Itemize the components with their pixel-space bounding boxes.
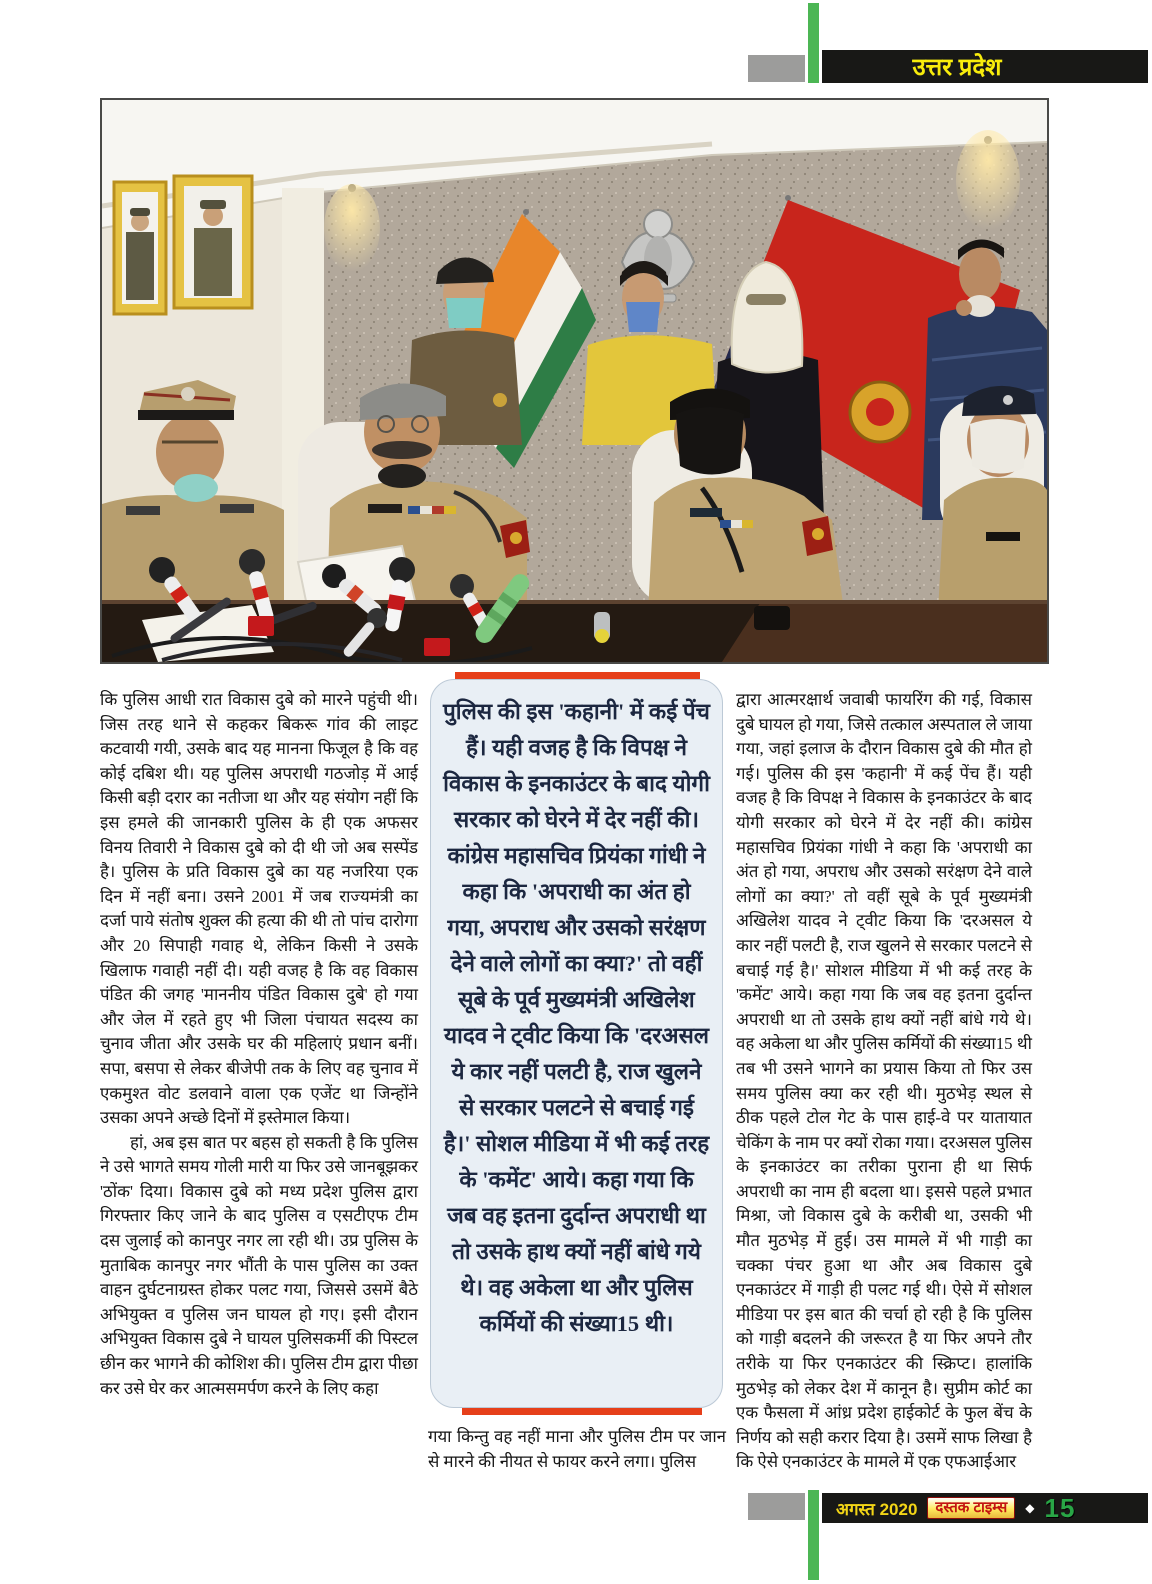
section-title: उत्तर प्रदेश: [912, 54, 1002, 81]
article-left-column: [100, 688, 418, 1482]
pullquote-box: [430, 679, 723, 1408]
page-number: 15: [1044, 1492, 1076, 1523]
pullquote-top-rule: [455, 672, 700, 679]
pullquote-text: पुलिस की इस 'कहानी' में कई पेंच हैं। यही वजह है कि विपक्ष ने विकास के इनकाउंटर के बाद योगी सरकार को घेरने में देर नहीं की। कांग्रेस महासचिव प्रियंका गांधी ने कहा कि 'अपराधी का अंत हो गया, अपराध और उसको सरंक्षण देने वाले लोगों का क्या?' तो वहीं सूबे के पूर्व मुख्यमंत्री अखिलेश यादव ने ट्वीट किया कि 'दरअसल ये कार नहीं पलटी है, राज खुलने से सरकार पलटने से बचाई गई है।' सोशल मीडिया में भी कई तरह के 'कमेंट' आये। कहा गया कि जब वह इतना दुर्दान्त अपराधी था तो उसके हाथ क्यों नहीं बांधे गये थे। वह अकेला था और पुलिस कर्मियों की संख्या15 थी।: [443, 699, 710, 1336]
left-paragraph-1: कि पुलिस आधी रात विकास दुबे को मारने पहुंची थी। जिस तरह थाने से कहकर बिकरू गांव की लाइट कटवायी गयी, उसके बाद यह मानना फिजूल है कि वह कोई दबिश थी। यह पुलिस अपराधी गठजोड़ में आई किसी बड़ी दरार का नतीजा था और यह संयोग नहीं कि इस हमले की जानकारी पुलिस के ही एक अफसर विनय तिवारी ने विकास दुबे को दी थी जो अब सस्पेंड है। पुलिस के प्रति विकास दुबे का यह नजरिया एक दिन में नहीं बना। उसने 2001 में जब राज्यमंत्री का दर्जा पाये संतोष शुक्ल की हत्या की थी तो पांच दारोगा और 20 सिपाही गवाह थे, लेकिन किसी ने उसके खिलाफ गवाही नहीं दी। यही वजह है कि वह विकास पंडित की जगह 'माननीय पंडित विकास दुबे' हो गया और जेल में रहते हुए भी जिला पंचायत सदस्य का चुनाव जीता और उसके घर की महिलाएं प्रधान बनीं। सपा, बसपा से लेकर बीजेपी तक के लिए वह चुनाव में एकमुश्त वोट डलवाने वाला एक एजेंट था जिन्होंने उसका अपने अच्छे दिनों में इस्तेमाल किया।: [100, 690, 418, 1128]
right-paragraph-1: द्वारा आत्मरक्षार्थ जवाबी फायरिंग की गई, विकास दुबे घायल हो गया, जिसे तत्काल अस्पताल ले जाया गया, जहां इलाज के दौरान विकास दुबे की मौत हो गई। पुलिस की इस 'कहानी' में कई पेंच हैं। यही वजह है कि विपक्ष ने विकास के इनकाउंटर के बाद योगी सरकार को घेरने में देर नहीं की। कांग्रेस महासचिव प्रियंका गांधी ने कहा कि 'अपराधी का अंत हो गया, अपराध और उसको सरंक्षण देने वाले लोगों का क्या?' तो वहीं सूबे के पूर्व मुख्यमंत्री अखिलेश यादव ने ट्वीट किया कि 'दरअसल ये कार नहीं पलटी है, राज खुलने से सरकार पलटने से बचाई गई है।' सोशल मीडिया में भी कई तरह के 'कमेंट' आये। कहा गया कि जब वह इतना दुर्दान्त अपराधी था तो उसके हाथ क्यों नहीं बांधे गये थे। वह अकेला था और पुलिस कर्मियों की संख्या15 थी तब भी उसने भागने का प्रयास किया तो फिर उस समय पुलिस क्या कर रही थी। मुठभेड़ स्थल से ठीक पहले टोल गेट के पास हाई-वे पर यातायात चेकिंग के नाम पर क्यों रोका गया। दरअसल पुलिस के इनकाउंटर का तरीका पुराना ही था सिर्फ अपराधी का नाम ही बदला था। इससे पहले प्रभात मिश्रा, जो विकास दुबे के करीबी था, उसकी भी मौत मुठभेड़ में हुई। उस मामले में भी गाड़ी का चक्का पंचर हुआ था और अब विकास दुबे एनकाउंटर में गाड़ी ही पलट गई थी। ऐसे में सोशल मीडिया पर इस बात की चर्चा हो रही है कि पुलिस को गाड़ी बदलने की जरूरत है या फिर अपने तौर तरीके या फिर एनकाउंटर की स्क्रिप्ट। हालांकि मुठभेड़ को लेकर देश में कानून है। सुप्रीम कोर्ट का एक फैसला में आंध्र प्रदेश हाईकोर्ट के फुल बेंच के निर्णय को सही करार दिया है। उसमें साफ लिखा है कि ऐसे एनकाउंटर के मामले में एक एफआईआर: [736, 690, 1032, 1472]
diamond-icon: ◆: [1025, 1501, 1035, 1515]
photo-illustration: [102, 100, 1047, 662]
wall-portrait-2: [174, 176, 252, 308]
header-section-bar: [822, 50, 1148, 83]
footer-bar: [822, 1493, 1148, 1523]
header-gray-block: [748, 55, 805, 82]
footer-gray-block: [748, 1493, 805, 1520]
pullquote-bottom-rule: [462, 1408, 702, 1415]
middle-continuation-text: गया किन्तु वह नहीं माना और पुलिस टीम पर जान से मारने की नीयत से फायर करने लगा। पुलिस: [428, 1427, 726, 1471]
press-conference-photo: [100, 98, 1049, 664]
article-right-column: [736, 688, 1032, 1482]
header-green-bar: [808, 3, 819, 83]
wall-portrait-1: [114, 182, 166, 314]
footer-green-bar: [808, 1490, 819, 1580]
magazine-logo: दस्तक टाइम्स: [927, 1497, 1015, 1519]
left-paragraph-2: हां, अब इस बात पर बहस हो सकती है कि पुलिस ने उसे भागते समय गोली मारी या फिर उसे जानबूझकर 'ठोंक' दिया। विकास दुबे को मध्य प्रदेश पुलिस द्वारा गिरफ्तार किए जाने के बाद पुलिस व एसटीएफ टीम दस जुलाई को कानपुर नगर ला रही थी। उप्र पुलिस के मुताबिक कानपुर नगर भौंती के पास पुलिस का उक्त वाहन दुर्घटनाग्रस्त होकर पलट गया, जिससे उसमें बैठे अभियुक्त व पुलिस जन घायल हो गए। इसी दौरान अभियुक्त विकास दुबे ने घायल पुलिसकर्मी की पिस्टल छीन कर भागने की कोशिश की। पुलिस टीम द्वारा पीछा कर उसे घेर कर आत्मसमर्पण करने के लिए कहा: [100, 1132, 418, 1398]
footer-date: अगस्त 2020: [836, 1499, 918, 1519]
